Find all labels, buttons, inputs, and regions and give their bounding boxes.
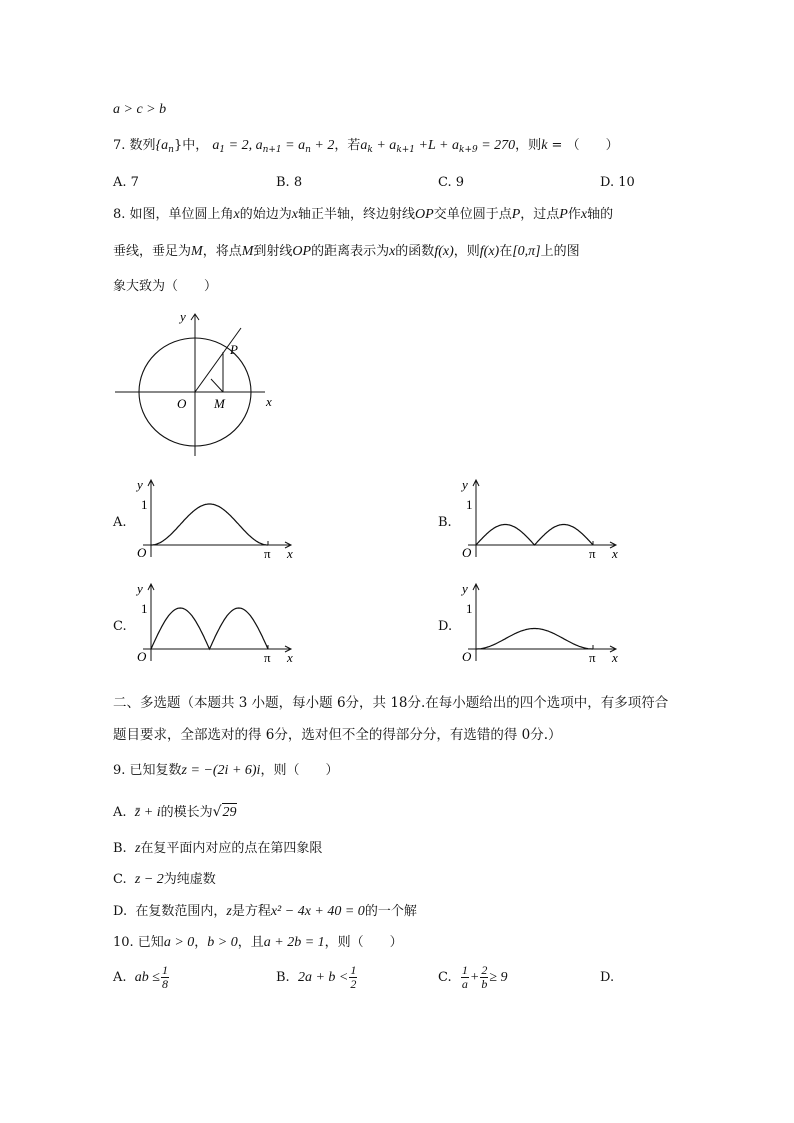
q9-a-text: 的模长为	[160, 805, 213, 820]
option-label: A.	[113, 805, 127, 820]
q7-seq-sub: n	[168, 145, 174, 155]
function-curve	[476, 525, 593, 546]
graph-label-pi: π	[264, 546, 271, 559]
q10-sep: ，且	[237, 935, 264, 950]
q9-b-text: 在复平面内对应的点在第四象限	[140, 841, 323, 856]
graph-option-b[interactable]	[458, 474, 628, 559]
q7-option-b[interactable]	[276, 174, 302, 192]
q10-a-fraction	[161, 964, 169, 991]
option-value: 9	[455, 175, 465, 190]
fraction-denominator: a	[461, 977, 468, 991]
q10-option-b[interactable]	[276, 961, 358, 995]
graph-label-pi: π	[589, 650, 596, 663]
option-label: C.	[113, 872, 127, 887]
fraction-numerator: 2	[481, 963, 488, 977]
graph-label-one: 1	[141, 601, 148, 616]
q8-text: 的距离表示为	[311, 244, 390, 259]
q8-p: P	[559, 207, 568, 222]
ray-op	[195, 328, 241, 392]
graph-label-o: O	[462, 545, 472, 559]
q7-sum-b: + a	[372, 138, 397, 153]
q8-p: P	[511, 207, 521, 222]
q8-line3: 象大致为（ ）	[113, 279, 218, 294]
q10-option-c[interactable]	[438, 961, 508, 995]
q8-text: 作	[567, 207, 581, 222]
q9-option-d[interactable]	[113, 903, 417, 921]
q10-text: 10. 已知	[113, 935, 164, 950]
q7-text-c: ，若	[334, 138, 361, 153]
option-label: C.	[438, 970, 452, 985]
q8-op: OP	[415, 207, 434, 222]
fraction-numerator: 1	[461, 963, 468, 977]
q10-text: ，则（ ）	[324, 935, 403, 950]
q8-fx: f(x)	[434, 244, 454, 259]
q7-stem	[113, 137, 619, 159]
fraction-denominator: 2	[350, 977, 357, 991]
q9-d-text: 的一个解	[364, 904, 417, 919]
option-label: B.	[113, 841, 127, 856]
function-curve	[476, 629, 593, 650]
q7-sum-sub: k	[367, 145, 373, 155]
distance-segment	[211, 379, 223, 392]
q7-text-d: ，则	[515, 138, 542, 153]
graph-option-b-label[interactable]: B.	[438, 515, 452, 530]
graph-label-o: O	[137, 649, 147, 663]
graph-label-pi: π	[264, 650, 271, 663]
q9-a-expr: z̄ + i	[134, 805, 161, 820]
fraction-denominator: b	[481, 977, 488, 991]
q7-eq3-sub: n	[305, 145, 311, 155]
q8-m: M	[191, 244, 203, 259]
option-value: 7	[130, 175, 139, 190]
sqrt-sign: √	[212, 804, 222, 820]
q7-eq: a	[212, 138, 220, 153]
q8-x: x	[389, 244, 396, 259]
q7-sum-b-sub: k+1	[396, 145, 416, 155]
q10-cond-2: b > 0	[207, 935, 238, 950]
q9-a-sqrt-value: 29	[222, 805, 237, 820]
option-label: A.	[113, 970, 127, 985]
q8-x: x	[291, 207, 298, 222]
graph-label-x: x	[287, 546, 293, 559]
graph-label-o: O	[137, 545, 147, 559]
q7-seq-close: }	[173, 138, 183, 153]
q9-c-expr: z − 2	[134, 872, 164, 887]
q9-equation: z = −(2i + 6)i	[181, 763, 261, 778]
q8-interval: [0,π]	[512, 244, 541, 259]
q7-option-c[interactable]	[438, 174, 464, 192]
fraction-denominator: 8	[161, 977, 168, 991]
fig-label-x: x	[266, 394, 272, 409]
q7-k: k	[541, 138, 548, 153]
graph-label-x: x	[612, 546, 618, 559]
unit-circle-figure	[110, 308, 290, 460]
option-label: D.	[600, 970, 615, 985]
q7-eq3-rest: + 2	[310, 138, 335, 153]
q8-text: ，将点	[202, 244, 242, 259]
q7-eq-rest: = 2, a	[225, 138, 263, 153]
fig-label-m: M	[214, 396, 225, 411]
q7-sum-c-sub: k+9	[458, 145, 478, 155]
section2-line2: 题目要求，全部选对的得 6分，选对但不全的得部分分，有选错的得 0分.）	[113, 727, 562, 743]
q7-seq: {a	[155, 138, 169, 153]
q10-cond-1: a > 0	[163, 935, 195, 950]
fig-label-p: P	[230, 342, 238, 357]
q7-sum-c: +L + a	[415, 138, 459, 153]
q8-text: 在	[499, 244, 513, 259]
q7-eq2-rest: = a	[281, 138, 306, 153]
q10-b-fraction	[349, 964, 357, 991]
graph-option-d[interactable]	[458, 578, 628, 663]
function-curve	[151, 504, 268, 545]
fraction-numerator: 1	[350, 963, 357, 977]
graph-label-y: y	[137, 477, 143, 492]
section2-line1: 二、多选题（本题共 3 小题，每小题 6分，共 18分.在每小题给出的四个选项中，有多项符合	[113, 695, 669, 711]
q10-c-rest: ≥ 9	[489, 970, 508, 985]
q8-x: x	[233, 207, 240, 222]
q10-a-expr: ab ≤	[134, 970, 160, 985]
q9-option-b[interactable]	[113, 840, 322, 858]
fig-label-o: O	[177, 396, 187, 411]
q8-text: 8. 如图，单位圆上角	[113, 207, 234, 222]
graph-label-x: x	[612, 650, 618, 663]
fraction-numerator: 1	[161, 963, 168, 977]
option-label: B.	[276, 970, 290, 985]
q7-text-b: 中，	[182, 138, 209, 153]
graph-label-x: x	[287, 650, 293, 663]
q7-sum: a	[360, 138, 368, 153]
q8-text: 到射线	[253, 244, 293, 259]
graph-option-c-label[interactable]: C.	[113, 619, 127, 634]
graph-label-one: 1	[141, 497, 148, 512]
option-value: 8	[293, 175, 303, 190]
q8-fx: f(x)	[479, 244, 500, 259]
q9-text: ，则（ ）	[260, 763, 339, 778]
graph-label-one: 1	[466, 601, 473, 616]
q10-stem	[113, 934, 403, 952]
fig-label-y: y	[180, 309, 186, 324]
option-value: 10	[618, 175, 635, 190]
option-label: A.	[113, 175, 127, 190]
q8-text: 的函数	[395, 244, 435, 259]
q7-sum-d: = 270	[477, 138, 516, 153]
q8-text: ，则	[453, 244, 480, 259]
graph-label-o: O	[462, 649, 472, 663]
q10-option-a[interactable]	[113, 961, 170, 995]
option-label: D.	[600, 175, 615, 190]
q8-op: OP	[292, 244, 312, 259]
q10-cond-3: a + 2b = 1	[263, 935, 325, 950]
q8-text: 交单位圆于点	[433, 207, 512, 222]
q8-text: 轴正半轴，终边射线	[298, 207, 416, 222]
q9-c-text: 为纯虚数	[163, 872, 216, 887]
graph-option-a-label[interactable]: A.	[113, 515, 127, 530]
q9-text: 9. 已知复数	[113, 763, 182, 778]
graph-option-a[interactable]	[133, 474, 303, 559]
q7-eq-sub: 1	[219, 145, 226, 155]
q9-d-text: 是方程	[231, 904, 271, 919]
q7-option-d[interactable]	[600, 174, 635, 192]
graph-label-y: y	[462, 477, 468, 492]
graph-label-one: 1	[466, 497, 473, 512]
q9-option-c[interactable]	[113, 871, 216, 889]
q9-stem	[113, 762, 338, 780]
q10-c-fraction-1	[461, 964, 469, 991]
q9-option-a[interactable]	[113, 803, 237, 822]
q8-text: 垂线，垂足为	[113, 244, 192, 259]
graph-option-c[interactable]	[133, 578, 303, 663]
q8-line2	[113, 243, 580, 261]
q7-text-e: = （ ）	[547, 138, 619, 153]
q8-m: M	[241, 244, 254, 259]
option-label: D.	[113, 904, 128, 919]
q7-option-a[interactable]	[113, 174, 139, 192]
q7-text: 数列	[129, 138, 156, 153]
q10-b-expr: 2a + b <	[297, 970, 349, 985]
q7-number: 7.	[113, 138, 126, 153]
graph-option-d-label[interactable]: D.	[438, 619, 453, 634]
function-curve	[151, 608, 268, 649]
q7-eq2-sub: n+1	[262, 145, 282, 155]
graph-label-pi: π	[589, 546, 596, 559]
q8-line1	[113, 206, 613, 224]
q9-b-z: z	[134, 841, 141, 856]
q8-text: 的始边为	[239, 207, 292, 222]
q8-text: 轴的	[587, 207, 614, 222]
q10-sep: ，	[194, 935, 208, 950]
graph-label-y: y	[137, 581, 143, 596]
q10-c-fraction-2	[480, 964, 488, 991]
q9-d-z: z	[226, 904, 232, 919]
previous-answer: a > c > b	[113, 102, 167, 117]
option-label: C.	[438, 175, 452, 190]
q9-d-text: 在复数范围内，	[135, 904, 227, 919]
q10-option-d[interactable]	[600, 961, 614, 995]
q10-c-plus: +	[469, 970, 480, 985]
option-label: B.	[276, 175, 290, 190]
graph-label-y: y	[462, 581, 468, 596]
q9-d-equation: x² − 4x + 40 = 0	[270, 904, 365, 919]
q8-text: ，过点	[520, 207, 560, 222]
q8-x: x	[580, 207, 588, 222]
q8-text: 上的图	[540, 244, 580, 259]
